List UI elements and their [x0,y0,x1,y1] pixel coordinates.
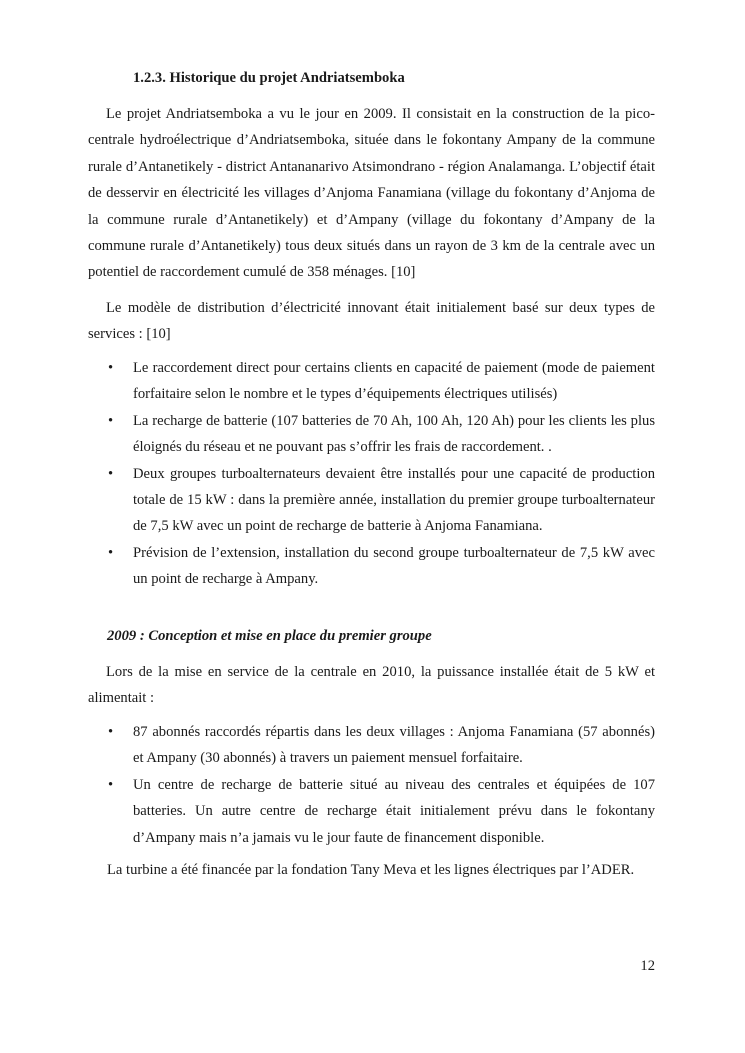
list-item [108,719,655,772]
list-item [108,461,655,540]
list-item-text: Prévision de l’extension, installation du second groupe turboalternateur de 7,5 kW avec un point de recharge à Ampany. [133,544,655,588]
list-item-text: 87 abonnés raccordés répartis dans les deux villages : Anjoma Fanamiana (57 abonnés) et Ampany (30 abonnés) à travers un paiement mensuel forfaitaire. [133,724,655,767]
list-item-text: Deux groupes turboalternateurs devaient être installés pour une capacité de production totale de 15 kW : dans la première année, installation du premier groupe turboalternateur de 7,5 kW avec un point de recharge de batterie à Anjoma Fanamiana. [133,465,655,535]
bullet-icon: • [108,465,114,482]
paragraph-commissioning: Lors de la mise en service de la centrale en 2010, la puissance installée était de 5 kW et alimentait : [88,664,655,707]
section-heading: 1.2.3. Historique du projet Andriatsemboka [133,70,405,86]
list-item-text: La recharge de batterie (107 batteries de 70 Ah, 100 Ah, 120 Ah) pour les clients les plus éloignés du réseau et ne pouvant pas s’offrir les frais de raccordement. . [133,412,655,456]
bullet-icon: • [108,360,114,376]
list-item [108,355,655,408]
paragraph-financing: La turbine a été financée par la fondation Tany Meva et les lignes électriques par l’ADER. [107,862,635,878]
services-bullet-list [108,355,655,593]
bullet-icon: • [108,544,114,561]
list-item [108,772,655,851]
list-item-text: Le raccordement direct pour certains clients en capacité de paiement (mode de paiement forfaitaire selon le nombre et le types d’équipements électriques utilisés) [133,360,655,403]
bullet-icon: • [108,412,114,429]
subsection-title: 2009 : Conception et mise en place du premier groupe [107,628,432,644]
commissioning-bullet-list [108,719,655,851]
bullet-icon: • [108,724,114,740]
list-item-text: Un centre de recharge de batterie situé au niveau des centrales et équipées de 107 batteries. Un autre centre de recharge était initialement prévu dans le fokontany d’Ampany mais n’a jamais vu le jour faute de financement disponible. [133,776,655,846]
page-number: 12 [640,958,655,974]
paragraph-distribution-model: Le modèle de distribution d’électricité innovant était initialement basé sur deux types de services : [10] [88,300,655,343]
list-item [108,408,655,461]
bullet-icon: • [108,776,114,793]
paragraph-intro: Le projet Andriatsemboka a vu le jour en 2009. Il consistait en la construction de la pico-centrale hydroélectrique d’Andriatsemboka, située dans le fokontany Ampany de la commune rurale d’Antanetikely - district Antananarivo Atsimondrano - région Analamanga. L’objectif était de desservir en électricité les villages d’Anjoma Fanamiana (village du fokontany d’Anjoma de la commune rurale d’Antanetikely) et d’Ampany (village du fokontany d’Ampany de la commune rurale d’Antanetikely) tous deux situés dans un rayon de 3 km de la centrale avec un potentiel de raccordement cumulé de 358 ménages. [10] [88,106,655,281]
list-item [108,540,655,593]
